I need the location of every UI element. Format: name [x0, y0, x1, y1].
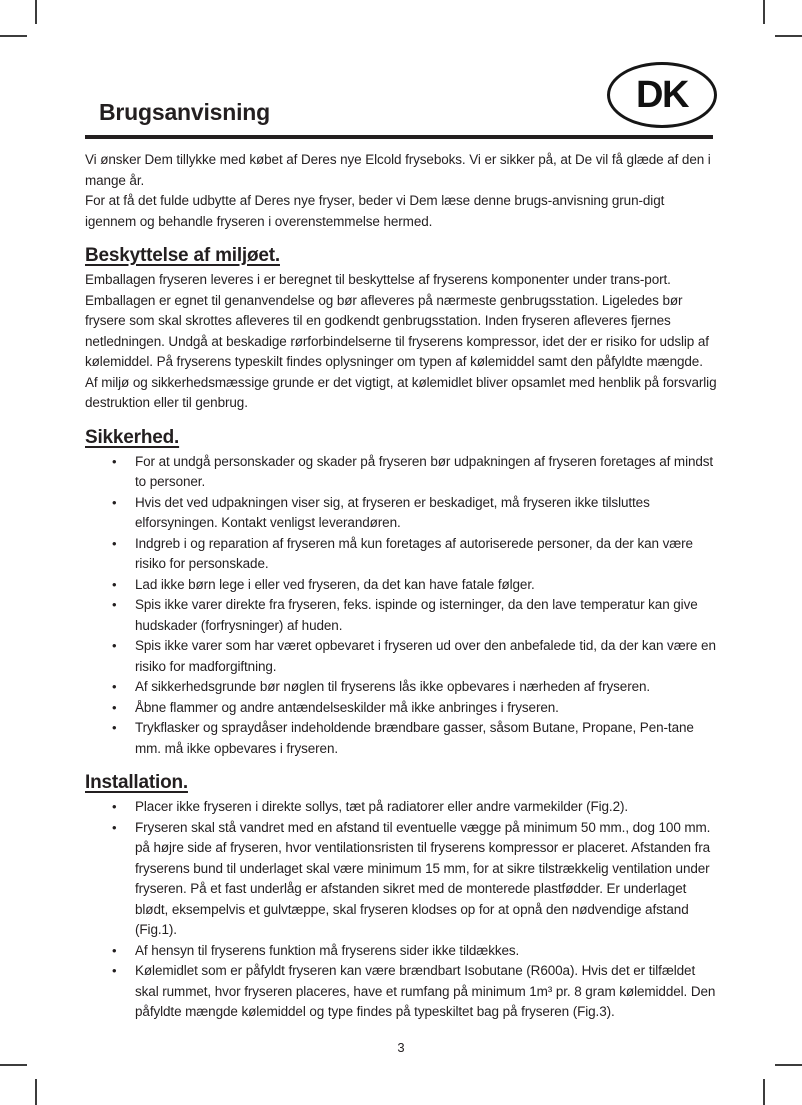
bullet-text: Af sikkerhedsgrunde bør nøglen til fryserens lås ikke opbevares i nærheden af fryseren. — [135, 679, 651, 694]
crop-mark-top-left-vertical — [35, 0, 37, 24]
section-heading-environment: Beskyttelse af miljøet. — [85, 245, 280, 266]
list-item — [85, 941, 717, 962]
dk-badge-label: DK — [636, 74, 688, 116]
crop-mark-bottom-right-horizontal — [775, 1064, 802, 1066]
list-item — [85, 575, 717, 596]
section-environment-paragraph: Emballagen fryseren leveres i er beregnet til beskyttelse af fryserens komponenter under trans-port. Emballagen er egnet til genanvendelse og bør afleveres på nærmeste genbrugsstation. Ligeledes bør frysere som skal skrottes afleveres til en godkendt genbrugsstation. Inden fryseren afleveres fjernes netledningen. Undgå at beskadige rørforbindelserne til fryserens kompressor, idet der er risiko for udslip af kølemiddel. På fryserens typeskilt findes oplysninger om typen af kølemiddel samt den påfyldte mængde. Af miljø og sikkerhedsmæssige grunde er det vigtigt, at kølemidlet bliver opsamlet med henblik på forsvarlig destruktion eller til genbrug. — [85, 272, 717, 410]
crop-mark-top-right-horizontal — [775, 35, 802, 37]
list-item — [85, 818, 717, 941]
bullet-text: Hvis det ved udpakningen viser sig, at fryseren er beskadiget, må fryseren ikke tilsluttes elforsyningen. Kontakt venligst leverandøren. — [135, 494, 650, 530]
page-number: 3 — [397, 1039, 405, 1055]
page-title: Brugsanvisning — [99, 99, 271, 125]
bullet-text: Spis ikke varer som har været opbevaret i fryseren ud over den anbefalede tid, da der kan være en risiko for madforgiftning. — [135, 638, 716, 674]
crop-mark-bottom-right-vertical — [763, 1079, 765, 1105]
section-heading-safety: Sikkerhed. — [85, 426, 180, 448]
bullet-text: Indgreb i og reparation af fryseren må kun foretages af autoriserede personer, da der kan være risiko for personskade. — [135, 535, 693, 571]
bullet-text: Fryseren skal stå vandret med en afstand til eventuelle vægge på minimum 50 mm., dog 100 mm. på højre side af fryseren, hvor ventilationsristen til fryserens kompressor er placeret. Afstanden fra fryserens bund til underlaget skal være minimum 15 mm, for at sikre tilstrækkelig ventilation under fryseren. På et fast underlåg er afstanden sikret med de monterede plastfødder. Er underlaget blødt, eksempelvis et gulvtæppe, skal fryseren klodses op for at opnå den nødvendige afstand (Fig.1). — [135, 819, 711, 937]
list-item — [85, 718, 717, 759]
bullet-text: Af hensyn til fryserens funktion må fryserens sider ikke tildækkes. — [135, 942, 520, 958]
intro-paragraph-1: Vi ønsker Dem tillykke med købet af Deres nye Elcold fryseboks. Vi er sikker på, at De vil få glæde af den i mange år. — [85, 152, 711, 188]
crop-mark-top-right-vertical — [763, 0, 765, 24]
list-item — [85, 493, 717, 534]
crop-mark-bottom-left-vertical — [35, 1079, 37, 1105]
bullet-text: Placer ikke fryseren i direkte sollys, tæt på radiatorer eller andre varmekilder (Fig.2). — [135, 799, 629, 814]
bullet-text: Spis ikke varer direkte fra fryseren, feks. ispinde og isterninger, da den lave temperatur kan give hudskader (forfrysninger) af huden. — [135, 597, 698, 633]
bullet-text: Kølemidlet som er påfyldt fryseren kan være brændbart Isobutane (R600a). Hvis det er tilfældet skal rummet, hvor fryseren placeres, have et rumfang på minimum 1m³ pr. 8 gram kølemiddel. Den påfyldte mængde kølemiddel og type findes på typeskiltet bag på fryseren (Fig.3). — [135, 963, 716, 1019]
safety-bullet-list — [85, 452, 717, 760]
bullet-text: Åbne flammer og andre antændelseskilder må ikke anbringes i fryseren. — [135, 699, 559, 715]
intro-paragraph-2: For at få det fulde udbytte af Deres nye fryser, beder vi Dem læse denne brugs-anvisning grun-digt igennem og behandle fryseren i overenstemmelse hermed. — [85, 193, 665, 229]
bullet-text: For at undgå personskader og skader på fryseren bør udpakningen af fryseren foretages af mindst to personer. — [135, 453, 714, 489]
list-item — [85, 961, 717, 1023]
title-rule — [85, 135, 713, 139]
document-body — [85, 150, 717, 1058]
installation-bullet-list — [85, 797, 717, 1023]
dk-country-badge — [607, 62, 717, 128]
list-item — [85, 677, 717, 698]
crop-mark-top-left-horizontal — [0, 35, 27, 37]
list-item — [85, 797, 717, 818]
list-item — [85, 595, 717, 636]
bullet-text: Lad ikke børn lege i eller ved fryseren, da det kan have fatale følger. — [135, 576, 535, 592]
crop-mark-bottom-left-horizontal — [0, 1064, 27, 1066]
section-heading-installation: Installation. — [85, 772, 188, 793]
list-item — [85, 452, 717, 493]
bullet-text: Trykflasker og spraydåser indeholdende brændbare gasser, såsom Butane, Propane, Pen-tane mm. må ikke opbevares i fryseren. — [135, 720, 694, 756]
list-item — [85, 698, 717, 719]
list-item — [85, 636, 717, 677]
list-item — [85, 534, 717, 575]
